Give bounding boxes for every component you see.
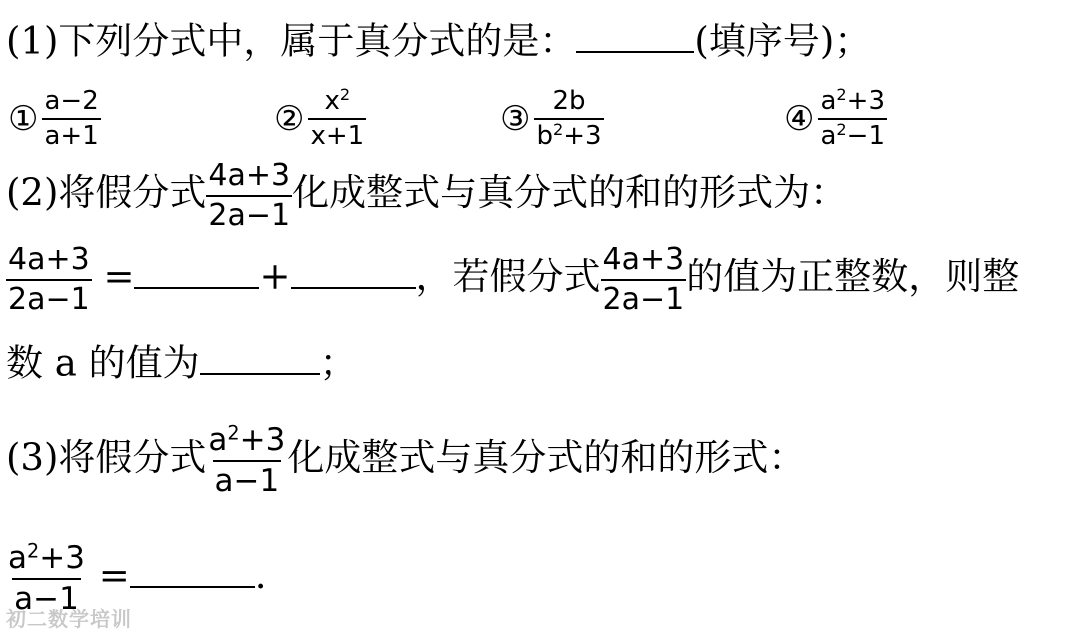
q2-fraction [206, 160, 292, 231]
q2-a-value-blank [200, 342, 320, 375]
q2-equals: = [103, 255, 135, 298]
q2-equation-fraction: $\frac{4a+3}{2a-1}$ [8, 242, 90, 317]
q2-integer-blank [134, 256, 259, 289]
q3-suffix: 化成整式与真分式的和的形式： [287, 436, 806, 480]
q2-line-3 [6, 341, 357, 385]
q3-fraction [206, 421, 287, 499]
q2-mid: ，若假分式 [415, 255, 601, 298]
option-3 [500, 88, 604, 151]
q2-line3-text: 数 a 的值为 [6, 341, 200, 385]
q3-fraction-numerator: $a^2+3$ [208, 421, 286, 458]
watermark: 初二数学培训 [6, 607, 132, 631]
option-1-mark: ① [8, 99, 39, 140]
q1-tail: (填序号)； [694, 19, 872, 63]
q1-text: (1)下列分式中，属于真分式的是： [6, 19, 577, 63]
q1-answer-blank [576, 20, 694, 53]
q2-line-1 [6, 160, 847, 231]
q2-line3-end: ； [319, 341, 357, 385]
q2-fraction-denominator: 2a−1 [206, 195, 292, 232]
q3-end: . [254, 554, 267, 598]
q3-prefix: (3)将假分式 [6, 436, 207, 480]
option-2-denominator: x+1 [308, 118, 366, 150]
q2-fraction-numerator: 4a+3 [208, 158, 291, 193]
option-3-denominator: $b^2+3$ [534, 118, 603, 150]
q2-line-2 [6, 244, 1019, 315]
option-4-mark: ④ [784, 99, 815, 140]
option-4-numerator: $a^2+3$ [820, 85, 885, 116]
option-3-fraction [534, 88, 603, 151]
option-2-mark: ② [274, 99, 305, 140]
option-1-numerator: a−2 [44, 86, 99, 116]
option-1-denominator: a+1 [42, 118, 100, 150]
q2-mid-suffix: 的值为正整数，则整 [686, 255, 1020, 298]
option-2 [274, 85, 366, 152]
q3-equals: = [98, 554, 130, 598]
q2-mid-fraction: $\frac{4a+3}{2a-1}$ [602, 242, 685, 317]
q3-equation-fraction: $\frac{a^2+3}{a-1}$ [8, 539, 85, 617]
option-1-fraction [42, 88, 100, 151]
q2-fraction-blank [291, 256, 416, 289]
option-2-numerator: $x^2$ [324, 85, 351, 116]
q3-fraction-denominator: a−1 [213, 460, 282, 498]
q2-prefix: (2)将假分式 [6, 171, 207, 214]
q3-answer-blank [130, 555, 255, 588]
option-4-fraction [818, 85, 887, 152]
q3-line-1 [6, 421, 806, 499]
q2-plus: + [259, 255, 291, 298]
option-4-denominator: $a^2-1$ [818, 118, 887, 150]
option-2-fraction [308, 85, 366, 152]
option-3-numerator: 2b [552, 86, 586, 116]
q1-line [6, 19, 872, 63]
option-3-mark: ③ [500, 99, 531, 140]
option-4 [784, 85, 887, 152]
q2-suffix: 化成整式与真分式的和的形式为： [292, 171, 848, 214]
option-1 [8, 88, 101, 151]
